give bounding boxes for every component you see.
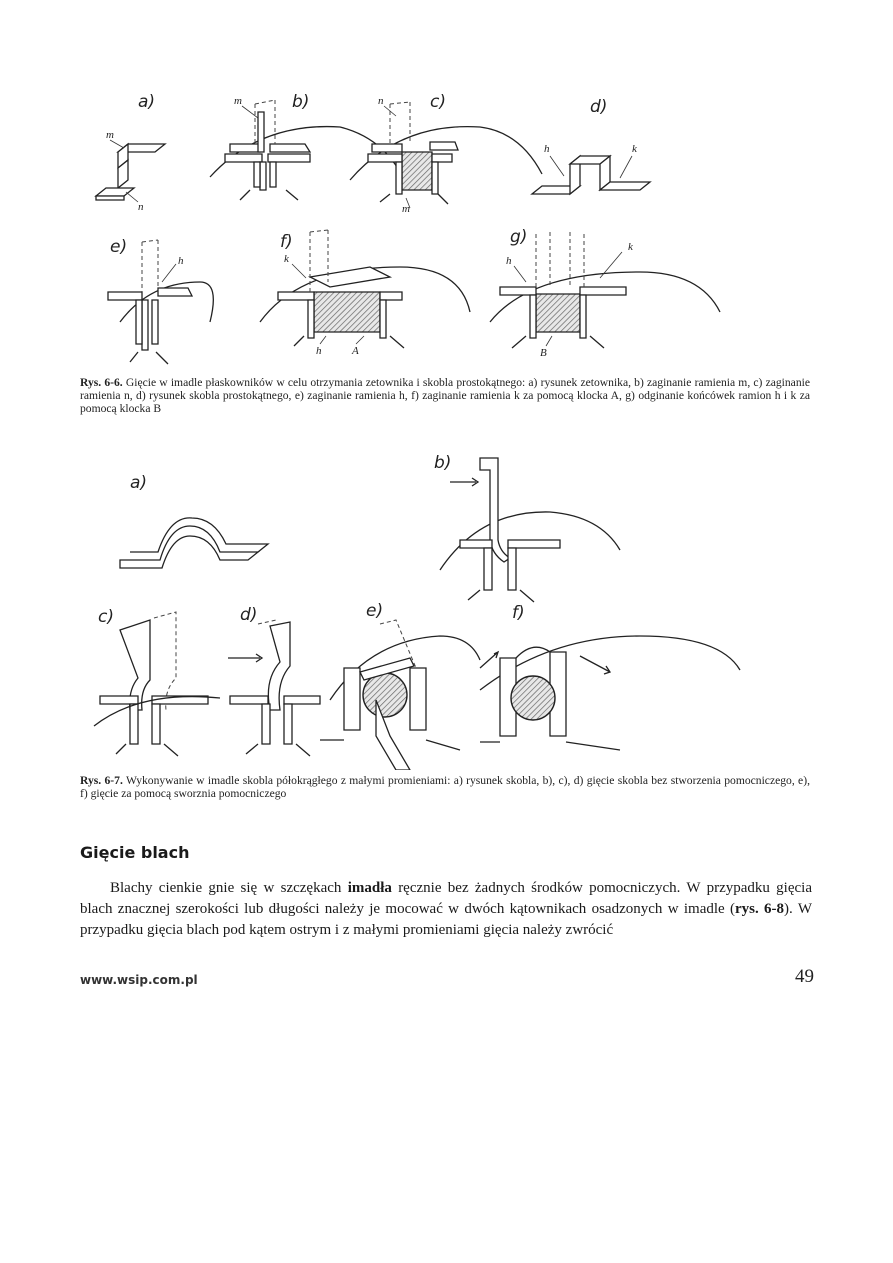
figure-6-7-label: Rys. 6-7.: [80, 774, 123, 787]
fig66-e-label-h: h: [178, 255, 184, 267]
fig67-subfigure-c: [94, 607, 220, 756]
fig67-subfigure-d: [228, 605, 320, 756]
fig66-g-letter: g): [510, 227, 528, 247]
fig66-subfigure-f: [260, 230, 470, 357]
fig66-b-label-m: m: [234, 95, 242, 107]
footer-url: www.wsip.com.pl: [80, 973, 198, 987]
paragraph-bold-1: imadła: [347, 880, 392, 896]
fig67-subfigure-e: [320, 601, 480, 770]
fig66-c-letter: c): [430, 92, 446, 112]
figure-6-7-illustration: [80, 440, 820, 770]
fig66-g-label-h: h: [506, 255, 512, 267]
fig67-a-letter: a): [130, 473, 148, 493]
fig67-f-letter: f): [512, 603, 525, 623]
fig66-d-label-k: k: [632, 143, 637, 155]
fig66-subfigure-d: [532, 97, 650, 194]
fig66-a-label-n: n: [138, 201, 144, 213]
fig67-b-letter: b): [434, 453, 452, 473]
paragraph-text-3: ). W przypadku gięcia blach pod kątem ostrym i z małymi promieniami gięcia należy zwrócić: [80, 901, 812, 938]
figure-6-7-caption: [80, 774, 810, 800]
fig66-g-label-B: B: [540, 347, 547, 359]
paragraph-text-2: ręcznie bez żadnych środków pomocniczych. W przypadku gięcia blach znacznej szerokości lub długości należy je mocować w dwóch kątownikach osadzonych w imadle (: [80, 880, 812, 917]
fig67-c-letter: c): [98, 607, 114, 627]
fig67-e-letter: e): [366, 601, 384, 621]
figure-6-6-caption: [80, 376, 810, 415]
fig66-a-letter: a): [138, 92, 156, 112]
fig66-f-letter: f): [280, 232, 293, 252]
fig66-subfigure-a: [96, 92, 165, 213]
fig66-g-label-k: k: [628, 241, 633, 253]
figure-6-6-label: Rys. 6-6.: [80, 376, 123, 389]
paragraph-bold-2: rys. 6-8: [734, 901, 785, 917]
figure-6-6-caption-text: Gięcie w imadle płaskowników w celu otrzymania zetownika i skobla prostokątnego: a) rysunek zetownika, b) zaginanie ramienia m, c) zaginanie ramienia n, d) rysunek skobla prostokątnego, e) zaginanie ramienia h, f) zaginanie ramienia k za pomocą klocka A, g) odginanie końcówek ramion h i k za pomocą klocka B: [80, 376, 810, 415]
fig66-b-letter: b): [292, 92, 310, 112]
figure-6-7-caption-text: Wykonywanie w imadle skobla półokrągłego z małymi promieniami: a) rysunek skobla, b), c), d) gięcie skobla bez stworzenia pomocniczego, e), f) gięcie za pomocą sworznia pomocniczego: [80, 774, 810, 800]
fig66-c-label-n: n: [378, 95, 384, 107]
fig66-subfigure-e: [108, 237, 213, 364]
fig66-f-label-A: A: [352, 345, 359, 357]
fig66-a-label-m: m: [106, 129, 114, 141]
figure-6-6-illustration: [80, 82, 820, 372]
fig67-d-letter: d): [240, 605, 258, 625]
paragraph-text-1: Blachy cienkie gnie się w szczękach: [110, 880, 348, 896]
fig67-subfigure-f: [480, 603, 740, 750]
fig66-f-label-k: k: [284, 253, 289, 265]
fig66-f-label-h: h: [316, 345, 322, 357]
fig66-subfigure-g: [490, 227, 720, 359]
page-number: 49: [795, 966, 814, 987]
fig67-subfigure-a: [120, 473, 268, 568]
fig67-subfigure-b: [434, 453, 620, 602]
fig66-subfigure-c: [350, 92, 542, 215]
fig66-d-label-h: h: [544, 143, 550, 155]
fig66-d-letter: d): [590, 97, 608, 117]
section-heading: Gięcie blach: [80, 843, 190, 862]
section-paragraph: [80, 878, 812, 941]
fig66-e-letter: e): [110, 237, 128, 257]
fig66-c-label-m: m: [402, 203, 410, 215]
